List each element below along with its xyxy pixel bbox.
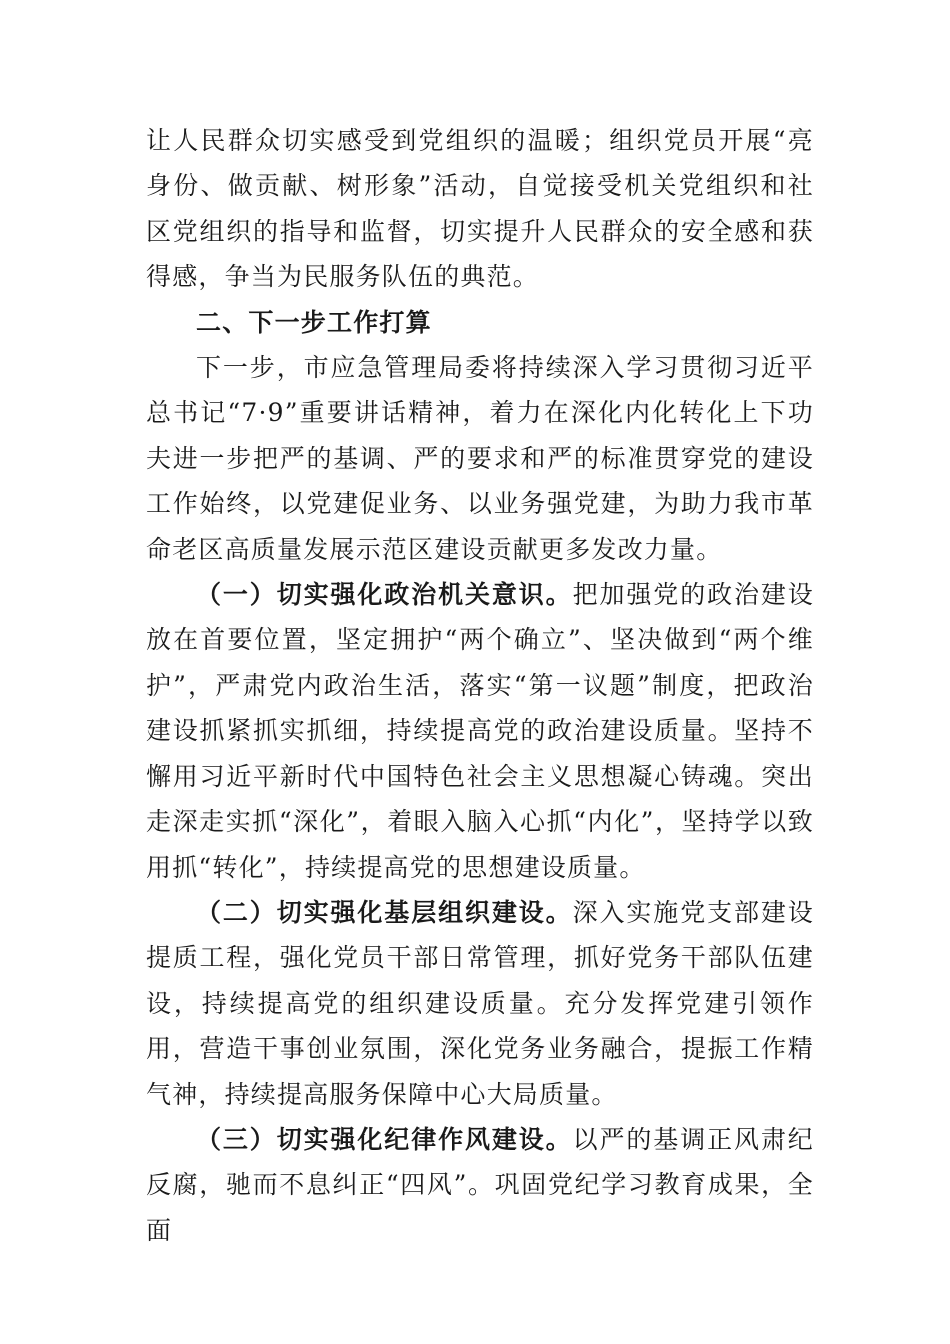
item-lead-1: （一）切实强化政治机关意识。 [196,580,573,610]
item-body-3: 以严的基调正风肃纪反腐，驰而不息纠正“四风”。巩固党纪学习教育成果，全面 [146,1124,814,1245]
item-lead-2: （二）切实强化基层组织建设。 [196,897,573,927]
paragraph-next-steps: 下一步，市应急管理局委将持续深入学习贯彻习近平总书记“7·9”重要讲话精神，着力在深化内化转化上下功夫进一步把严的基调、严的要求和严的标准贯穿党的建设工作始终，以党建促业务、以业务强党建，为助力我市革命老区高质量发展示范区建设贡献更多发改力量。 [146,353,814,564]
paragraph-continuation: 让人民群众切实感受到党组织的温暖；组织党员开展“亮身份、做贡献、树形象”活动，自觉接受机关党组织和社区党组织的指导和监督，切实提升人民群众的安全感和获得感，争当为民服务队伍的典范。 [146,126,814,292]
item-body-2: 深入实施党支部建设提质工程，强化党员干部日常管理，抓好党务干部队伍建设，持续提高党的组织建设质量。充分发挥党建引领作用，营造干事创业氛围，深化党务业务融合，提振工作精气神，持续提高服务保障中心大局质量。 [146,897,814,1109]
section-heading: 二、下一步工作打算 [196,307,432,337]
document-body [146,118,814,1253]
item-body-1: 把加强党的政治建设放在首要位置，坚定拥护“两个确立”、坚决做到“两个维护”，严肃党内政治生活，落实“第一议题”制度，把政治建设抓紧抓实抓细，持续提高党的政治建设质量。坚持不懈用习近平新时代中国特色社会主义思想凝心铸魂。突出走深走实抓“深化”，着眼入脑入心抓“内化”，坚持学以致用抓“转化”，持续提高党的思想建设质量。 [146,580,814,882]
item-political-awareness [146,572,814,890]
item-lead-3: （三）切实强化纪律作风建设。 [196,1124,573,1154]
item-grassroots-organization [146,890,814,1117]
item-discipline-style [146,1117,814,1253]
